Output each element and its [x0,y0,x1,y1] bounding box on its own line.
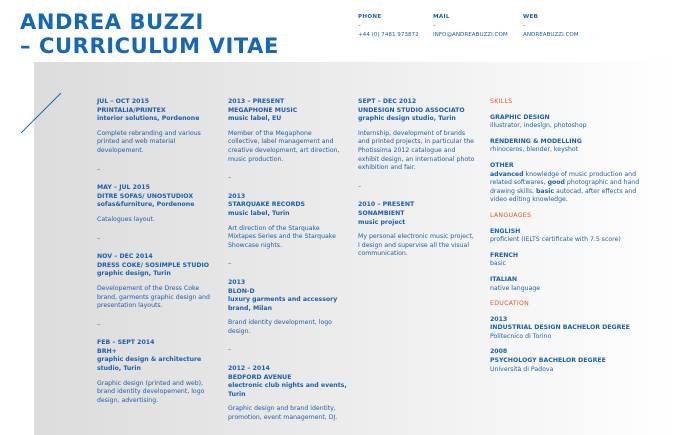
entry-date: 2013 – PRESENT [228,98,285,105]
entry-description: Brand identity development, logo design. [228,319,332,335]
entry-description: Catalogues layout. [97,215,155,223]
web-value[interactable]: ANDREABUZZI.COM [523,32,579,38]
skill-text-part: knowledge of music production and related softwares, [490,170,637,187]
entry-date: SEPT – DEC 2012 [358,98,417,105]
education-year: 2013 [490,315,508,323]
section-title-languages: LANGUAGES [490,211,532,219]
skill-heading: RENDERING & MODELLING [490,137,582,145]
entry-organization: UNDESIGN STUDIO ASSOCIATO [358,106,465,114]
contact-web [523,13,579,40]
title-subtitle: – CURRICULUM VITAE [20,34,279,58]
experience-entry [228,279,344,337]
skill-text: illustrator, indesign, photoshop [490,122,587,130]
entry-organization: BRH+ [97,347,117,355]
phone-value: +44 (0) 7481 973872 [358,32,419,38]
experience-entry [97,253,215,311]
entry-organization: MEGAPHONE MUSIC [228,106,298,114]
skill-heading: GRAPHIC DESIGN [490,113,550,121]
experience-entry [358,201,476,259]
diagonal-line-decoration [20,92,62,134]
phone-dash: – [358,23,361,29]
title-name: ANDREA BUZZI [20,10,204,34]
phone-label: PHONE [358,14,382,20]
level-advanced: advanced [490,170,524,178]
experience-entry [97,184,215,224]
entry-description: My personal electronic music project, I design and supervise all the visual communication. [358,233,474,258]
entry-role: electronic club nights and events, [228,382,347,390]
education-year: 2008 [490,348,508,356]
education-school: Politecnico di Torino [490,332,552,340]
entry-description: Graphic design and brand identity, promotion, event management, DJ. [228,405,338,422]
entry-description: Art direction of the Starquake Mixtapes Series and the Starquake Showcase nights. [228,224,336,249]
entry-organization: DITRE SOFAS/ UNOSTUDIOX [97,192,194,200]
section-title-education: EDUCATION [490,300,530,308]
entry-role: interior solutions, Pordenone [97,115,200,123]
language-level: basic [490,260,507,268]
page-title [20,10,279,58]
entry-date: 2013 [228,192,246,200]
entry-role: graphic design & architecture [97,356,202,364]
experience-entry [228,98,344,164]
level-good: good [547,179,565,187]
language-heading: ENGLISH [490,227,521,235]
contact-phone [358,13,419,40]
entry-description: Complete rebranding and various printed and web material developement. [97,129,201,154]
skills-column [490,98,650,374]
experience-entry [228,365,347,423]
entry-date: MAY – JUL 2015 [97,184,150,192]
entry-description: Developement of the Dress Coke brand, garments graphic design and presentation layouts. [97,284,210,310]
experience-entry [228,193,344,251]
entry-organization: DRESS COKE/ SOSIMPLE STUDIO [97,261,210,269]
entry-role: sofas&furniture, Pordenone [97,201,195,209]
entry-role: music label, Turin [228,209,290,217]
entry-date: FEB – SEPT 2014 [97,339,155,347]
entry-organization: STARQUAKE RECORDS [228,201,305,209]
language-level: proficient (IELTS certificate with 7.5 score) [490,236,621,244]
entry-description: Internship, development of brands and printed projects, in particular the Photissima 2012 catalogue and exhibit design, an international photo exhibition and fair. [358,129,475,172]
experience-column-1 [97,98,215,405]
entry-date: 2013 [228,278,246,286]
entry-role-continued: Turin [228,390,246,398]
mail-value[interactable]: INFO@ANDREABUZZI.COM [433,32,508,38]
entry-date: JUL – OCT 2015 [97,98,150,105]
entry-description: Member of the Megaphone collective, label management and creative development, art direction, music production. [228,129,340,163]
web-dash: – [523,23,526,29]
entry-role: music project [358,218,406,226]
experience-column-3 [358,98,476,259]
education-degree: INDUSTRIAL DESIGN BACHELOR DEGREE [490,324,630,332]
education-school: Università di Padova [490,365,554,373]
mail-dash: – [433,23,436,29]
entry-role: graphic design, Turin [97,270,171,278]
separator-dash: – [228,346,232,354]
language-heading: ITALIAN [490,275,518,283]
experience-column-2 [228,98,347,423]
entry-organization: BEDFORD AVENUE [228,373,292,381]
skill-heading: OTHER [490,161,514,169]
entry-description: Graphic design (printed and web), brand identity developement, logo design, advertising. [97,379,205,404]
skill-text-part: autocad, after effects and video editing knowledge. [490,187,637,204]
section-title-skills: SKILLS [490,98,513,105]
skill-text-part: photographic and hand drawing skills, [490,179,640,195]
entry-role: graphic design studio, Turin [358,115,456,123]
web-label: WEB [523,14,539,20]
separator-dash: – [97,165,101,173]
separator-dash: – [358,182,362,190]
language-heading: FRENCH [490,251,519,259]
entry-date: NOV – DEC 2014 [97,253,153,261]
skill-other-text [490,171,650,205]
education-degree: PSYCHOLOGY BACHELOR DEGREE [490,357,606,365]
separator-dash: – [228,174,232,182]
language-level: native language [490,284,541,292]
entry-organization: SONAMBIENT [358,209,405,217]
entry-role-continued: brand, Milan [228,304,272,312]
entry-role: music label, EU [228,115,282,123]
entry-role-continued: studio, Turin [97,365,141,373]
separator-dash: – [97,320,101,328]
entry-organization: BLON-D [228,287,255,295]
mail-label: MAIL [433,14,450,20]
entry-date: 2012 – 2014 [228,365,270,373]
level-basic: basic [535,187,555,195]
separator-dash: – [228,260,232,268]
experience-entry [97,98,215,156]
entry-organization: PRINTALIA/PRINTEX [97,106,166,114]
entry-role: luxury garments and accessory [228,296,338,304]
contact-mail [433,13,508,40]
separator-dash: – [97,234,101,242]
entry-date: 2010 – PRESENT [358,201,415,209]
experience-entry [358,98,476,173]
experience-entry [97,339,215,405]
skill-text: rhinoceros, blender, keyshot [490,146,579,154]
